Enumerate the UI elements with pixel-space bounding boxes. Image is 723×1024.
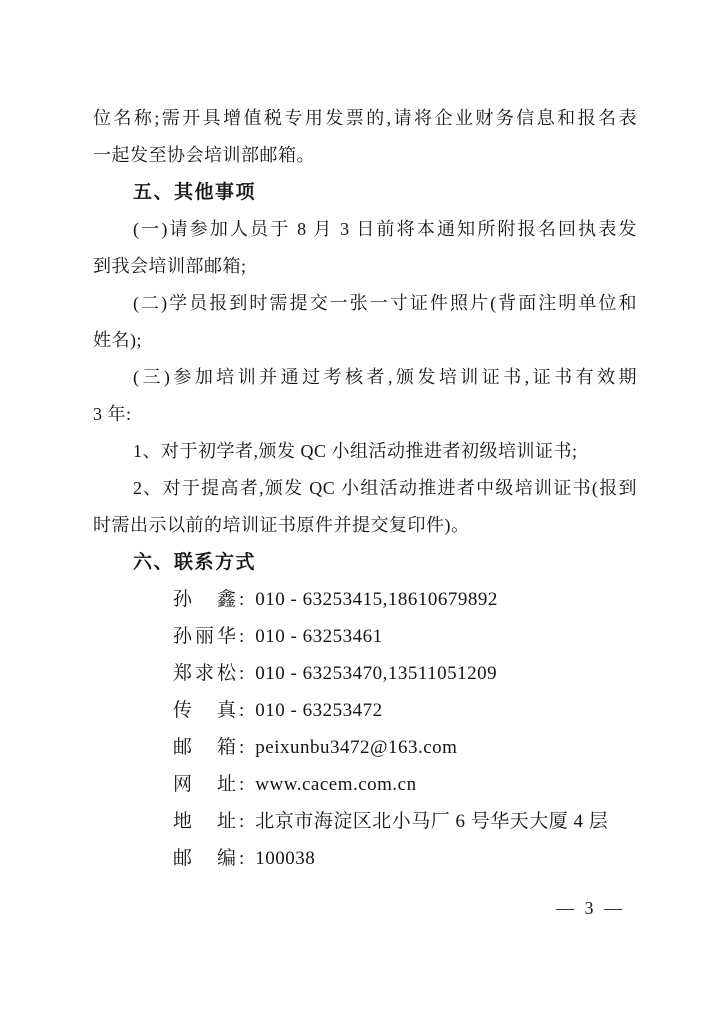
section-5-item-1-line-2: 到我会培训部邮箱; [93,256,247,276]
contact-value: peixunbu3472@163.com [255,737,458,758]
section-5-item-1-line-1: (一)请参加人员于 8 月 3 日前将本通知所附报名回执表发 [133,219,637,239]
section-5-item-2-line-1: (二)学员报到时需提交一张一寸证件照片(背面注明单位和 [133,293,637,313]
contact-label: 地 址: [173,811,248,832]
contact-row-address [93,803,637,840]
contact-row-sun-xin [93,581,637,618]
contact-row-website [93,766,637,803]
contact-row-zheng-qiusong [93,655,637,692]
section-5-item-3-line-1: (三)参加培训并通过考核者,颁发培训证书,证书有效期 [133,367,637,387]
contact-label: 传 真: [173,700,248,721]
contact-value: 010 - 63253415,18610679892 [255,589,498,610]
contact-row-fax [93,692,637,729]
page-number: — 3 — [556,898,625,918]
contact-label: 邮 编: [173,848,248,869]
contact-value: 北京市海淀区北小马厂 6 号华天大厦 4 层 [255,811,609,832]
contact-row-sun-lihua [93,618,637,655]
text-column [93,100,637,877]
section-5-point-1: 1、对于初学者,颁发 QC 小组活动推进者初级培训证书; [133,441,578,461]
contact-label: 孙丽华: [173,626,248,647]
contact-value: 010 - 63253470,13511051209 [255,663,498,684]
section-5-point-2-line-2: 时需出示以前的培训证书原件并提交复印件)。 [93,515,470,535]
contact-label: 郑求松: [173,663,248,684]
section-5-point-2-line-1: 2、对于提高者,颁发 QC 小组活动推进者中级培训证书(报到 [133,478,637,498]
contact-row-email [93,729,637,766]
contact-label: 邮 箱: [173,737,248,758]
continued-paragraph-line-1: 位名称;需开具增值税专用发票的,请将企业财务信息和报名表 [93,108,637,128]
contact-label: 孙 鑫: [173,589,248,610]
contact-row-postcode [93,840,637,877]
section-5-item-3-line-2: 3 年: [93,404,132,424]
contact-label: 网 址: [173,774,248,795]
contact-value: 010 - 63253472 [255,700,383,721]
section-5-item-2-line-2: 姓名); [93,330,142,350]
continued-paragraph-line-2: 一起发至协会培训部邮箱。 [93,145,315,165]
contact-value: 100038 [255,848,316,869]
contact-value: www.cacem.com.cn [255,774,417,795]
contact-value: 010 - 63253461 [255,626,383,647]
section-5-heading: 五、其他事项 [133,182,257,203]
section-6-heading: 六、联系方式 [133,552,257,573]
